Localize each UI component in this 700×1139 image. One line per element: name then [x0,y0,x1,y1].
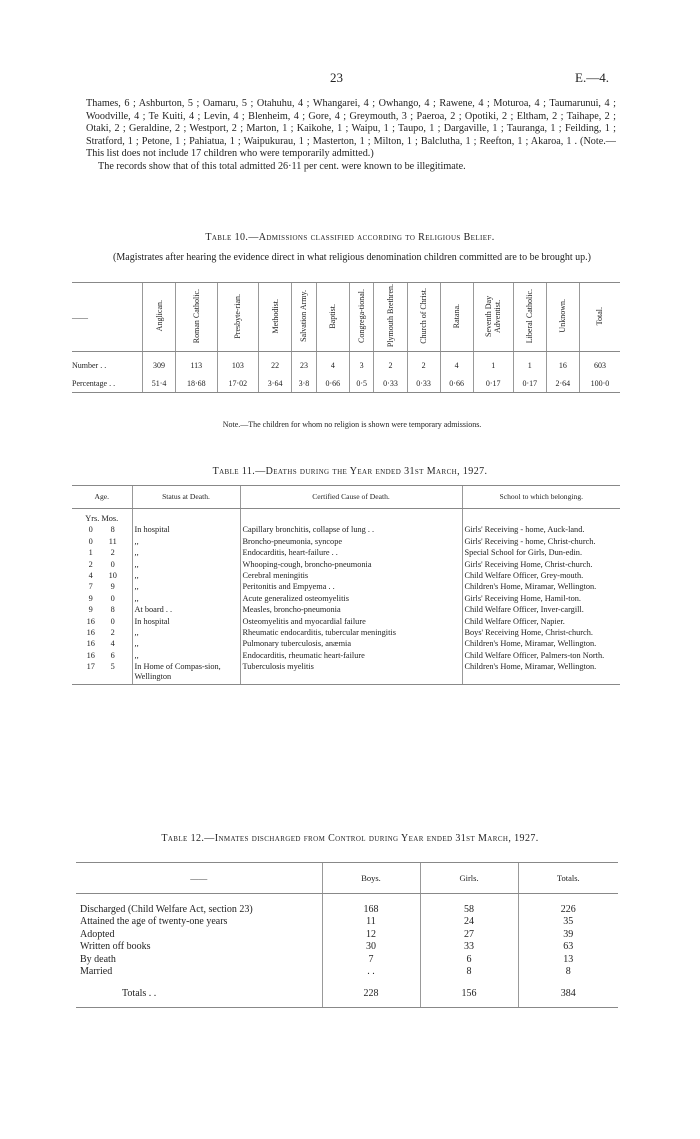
table10-cell: 3·8 [292,370,317,393]
table12-totals: 8 [518,966,618,978]
table11-school: Child Welfare Officer, Palmers-ton North. [462,650,620,661]
table11-age [72,638,132,649]
table11-row [72,638,620,649]
table11-months: 8 [110,525,115,535]
table11-cause: Tuberculosis myelitis [240,661,462,684]
table11-months: 2 [110,548,115,558]
table12-girls: 33 [420,941,518,953]
table12-boys: . . [322,966,420,978]
table12-discharged [76,862,618,1008]
table11-status: ,, [132,627,240,638]
table10-column-label: Total. [595,306,605,326]
table10-column-header [217,283,259,352]
table12-total-totals: 384 [518,978,618,1007]
table10-cell: 1 [473,352,513,371]
table11-age-units: Yrs. Mos. [85,514,119,523]
table10-religious-belief [72,282,620,393]
table12-row-label: Written off books [80,941,151,953]
page-number: 23 [330,70,343,85]
table11-school: Children's Home, Miramar, Wellington. [462,638,620,649]
table10-cell: 16 [546,352,579,371]
table12-row [76,954,618,966]
table12-boys: 30 [322,941,420,953]
table12-row [76,929,618,941]
table11-school: Girls' Receiving Home, Hamil-ton. [462,593,620,604]
table10-cell: 0·33 [407,370,440,393]
table11-months: 9 [110,582,115,592]
table10-cell: 4 [316,352,349,371]
table11-status: ,, [132,638,240,649]
table10-cell: 0·17 [473,370,513,393]
table11-row [72,559,620,570]
table10-column-header [473,283,513,352]
table10-column-label: Roman Catholic. [191,288,201,344]
table11-row [72,604,620,615]
table10-column-header [440,283,473,352]
table11-months: 4 [110,639,115,649]
table11-age [72,593,132,604]
table11-years: 1 [88,548,93,558]
table12-totals: 13 [518,954,618,966]
table10-cell: 17·02 [217,370,259,393]
table12-totals: 39 [518,929,618,941]
table12-header-boys: Boys. [322,863,420,894]
table11-school: Child Welfare Officer, Inver-cargill. [462,604,620,615]
table11-status: ,, [132,559,240,570]
table11-months: 0 [110,559,115,569]
table11-years: 17 [86,662,95,672]
table11-school: Girls' Receiving - home, Auck-land. [462,524,620,535]
table12-row [76,916,618,928]
table12-girls: 6 [420,954,518,966]
table11-cause: Whooping-cough, broncho-pneumonia [240,559,462,570]
table10-row-number [72,352,620,371]
table11-header-status: Status at Death. [132,486,240,509]
table10-column-header [407,283,440,352]
table11-cause: Endocarditis, heart-failure . . [240,547,462,558]
table11-age [72,627,132,638]
table10-cell: 4 [440,352,473,371]
table11-cause: Peritonitis and Empyema . . [240,581,462,592]
table11-age [72,650,132,661]
table11-row [72,536,620,547]
table11-row [72,616,620,627]
table10-blank-header: —— [72,283,143,352]
table10-cell: 100·0 [579,370,620,393]
table12-totals: 63 [518,941,618,953]
table10-row-label: Number . . [72,361,107,370]
table11-years: 4 [88,571,93,581]
table12-total-label: Totals . . [76,978,322,1007]
table10-column-label: Baptist. [328,303,338,329]
table12-totals: 226 [518,904,618,916]
table11-months: 8 [110,605,115,615]
table11-years: 9 [88,593,93,603]
table11-cause: Cerebral meningitis [240,570,462,581]
table12-boys: 12 [322,929,420,941]
table10-column-label: Methodist. [270,298,280,334]
table11-cause: Osteomyelitis and myocardial failure [240,616,462,627]
table12-row-label: By death [80,953,116,965]
table11-school: Child Welfare Officer, Napier. [462,616,620,627]
table10-cell: 309 [143,352,176,371]
table11-status: In hospital [132,524,240,535]
table11-age [72,570,132,581]
table12-boys: 168 [322,904,420,916]
table11-months: 2 [110,628,115,638]
table11-row [72,593,620,604]
table11-age [72,536,132,547]
table10-cell: 3 [349,352,374,371]
table11-age [72,604,132,615]
table10-cell: 0·66 [440,370,473,393]
table11-cause: Endocarditis, rheumatic heart-failure [240,650,462,661]
table11-age [72,559,132,570]
table12-row-label: Attained the age of twenty-one years [80,916,228,928]
locality-list: Thames, 6 ; Ashburton, 5 ; Oamaru, 5 ; Otahuhu, 4 ; Whangarei, 4 ; Owhango, 4 ; Rawene, 4 ; Moturoa, 4 ; Taumarunui, 4 ; Woodville, 4 ; Te Kuiti, 4 ; Levin, 4 ; Blenheim, 4 ; Gore, 4 ; Greymouth, 3 ; Paeroa, 2 ; Opotiki, 2 ; Eltham, 2 ; Taihape, 2 ; Otaki, 2 ; Geraldine, 2 ; Westport, 2 ; Marton, 1 ; Kaikohe, 1 ; Waipu, 1 ; Taupo, 1 ; Dargaville, 1 ; Tauranga, 1 ; Feilding, 1 ; Stratford, 1 ; Petone, 1 ; Pahiatua, 1 ; Waipukurau, 1 ; Masterton, 1 ; Milton, 1 ; Balclutha, 1 ; Reefton, 1 ; Akaroa, 1 . (Note.—This list does not include 17 children who were temporarily admitted.) [86,98,616,160]
table12-caption: Table 12.—Inmates discharged from Control during Year ended 31st March, 1927. [161,833,539,844]
table12-row [76,941,618,953]
table10-cell: 3·64 [259,370,292,393]
table11-status: In hospital [132,616,240,627]
table10-cell: 0·17 [513,370,546,393]
intro-text [86,98,616,174]
table11-row [72,650,620,661]
table11-years: 7 [88,582,93,592]
table11-years: 16 [86,650,95,660]
table11-years: 0 [88,536,93,546]
table12-row [76,966,618,978]
table10-note: Note.—The children for whom no religion is shown were temporary admissions. [222,420,482,429]
table11-status: ,, [132,650,240,661]
table11-status: ,, [132,593,240,604]
table10-cell: 23 [292,352,317,371]
table10-row-label: Percentage . . [72,370,143,393]
table12-row [76,904,618,916]
table10-cell: 103 [217,352,259,371]
table10-column-label: Anglican. [154,300,164,332]
table11-row [72,570,620,581]
table11-row [72,627,620,638]
table10-column-header [349,283,374,352]
table11-age [72,616,132,627]
table10-column-header [176,283,218,352]
table12-row-label: Married [80,966,113,978]
table10-column-header [292,283,317,352]
table12-header-totals: Totals. [518,863,618,894]
table10-column-label: Ratana. [452,303,462,329]
table10-cell: 22 [259,352,292,371]
table12-total-girls: 156 [420,978,518,1007]
table10-cell: 2·64 [546,370,579,393]
table11-cause: Acute generalized osteomyelitis [240,593,462,604]
table11-months: 6 [110,650,115,660]
table10-cell: 1 [513,352,546,371]
table12-girls: 27 [420,929,518,941]
table11-years: 0 [88,525,93,535]
table12-girls: 58 [420,904,518,916]
table10-column-header [374,283,407,352]
table11-years: 16 [86,628,95,638]
table11-header-school: School to which belonging. [462,486,620,509]
table10-column-label: Liberal Catholic. [525,288,535,344]
table10-cell: 2 [374,352,407,371]
table11-school: Girls' Receiving - home, Christ-church. [462,536,620,547]
table11-row [72,661,620,684]
table10-column-label: Congrega-tional. [357,289,367,343]
table10-cell: 0·66 [316,370,349,393]
table10-cell: 0·33 [374,370,407,393]
table10-column-label: Seventh Day Adventist. [484,295,503,337]
table10-cell: 51·4 [143,370,176,393]
table10-column-header [316,283,349,352]
table10-column-label: Church of Christ. [419,288,429,344]
table11-age [72,581,132,592]
table11-age [72,547,132,558]
table12-boys: 7 [322,954,420,966]
table11-years: 16 [86,616,95,626]
table10-column-label: Unknown. [558,299,568,333]
table11-row [72,547,620,558]
table10-column-label: Plymouth Brethren. [386,284,395,348]
table10-cell: 113 [176,352,218,371]
table11-status: ,, [132,581,240,592]
table11-status: ,, [132,536,240,547]
table11-months: 11 [108,536,117,546]
table11-months: 0 [110,593,115,603]
table11-status: ,, [132,547,240,558]
table11-school: Girls' Receiving Home, Christ-church. [462,559,620,570]
table12-row-label: Discharged (Child Welfare Act, section 23) [80,904,253,915]
table11-cause: Pulmonary tuberculosis, anæmia [240,638,462,649]
document-code: E.—4. [575,70,609,85]
table11-caption: Table 11.—Deaths during the Year ended 31st March, 1927. [212,466,488,477]
table11-header-cause: Certified Cause of Death. [240,486,462,509]
table11-cause: Rheumatic endocarditis, tubercular meningitis [240,627,462,638]
table12-totals: 35 [518,916,618,928]
table11-age [72,661,132,684]
table11-cause: Broncho-pneumonia, syncope [240,536,462,547]
table11-years: 2 [88,559,93,569]
table10-cell: 2 [407,352,440,371]
table12-row-label: Adopted [80,928,115,940]
table10-column-header [259,283,292,352]
table10-caption: Table 10.—Admissions classified according to Religious Belief. [205,232,495,243]
table11-status: In Home of Compas-sion, Wellington [132,661,240,684]
table10-subtitle: (Magistrates after hearing the evidence direct in what religious denomination children committed are to be brought up.) [113,252,591,263]
table11-row [72,524,620,535]
table10-column-header [513,283,546,352]
table11-header-age: Age. [72,486,132,509]
table11-school: Children's Home, Miramar, Wellington. [462,581,620,592]
table11-months: 5 [110,662,115,672]
table12-header-girls: Girls. [420,863,518,894]
table10-column-header [143,283,176,352]
table11-school: Boys' Receiving Home, Christ-church. [462,627,620,638]
table11-school: Child Welfare Officer, Grey-mouth. [462,570,620,581]
table12-total-boys: 228 [322,978,420,1007]
table10-column-label: Presbyte-rian. [233,293,243,339]
illegitimacy-note: The records show that of this total admitted 26·11 per cent. were known to be illegitimate. [98,160,466,172]
table11-cause: Capillary bronchitis, collapse of lung . . [240,524,462,535]
table11-deaths [72,485,620,685]
table11-years: 9 [88,605,93,615]
table11-age [72,524,132,535]
table11-months: 10 [108,571,117,581]
table11-school: Special School for Girls, Dun-edin. [462,547,620,558]
table11-status: ,, [132,570,240,581]
table12-girls: 24 [420,916,518,928]
table11-row [72,581,620,592]
table11-school: Children's Home, Miramar, Wellington. [462,661,620,684]
table10-cell: 0·5 [349,370,374,393]
table10-column-header [579,283,620,352]
table11-cause: Measles, broncho-pneumonia [240,604,462,615]
table10-column-label: Salvation Army. [299,290,309,342]
table12-girls: 8 [420,966,518,978]
table10-cell: 603 [579,352,620,371]
table12-blank-header: —— [76,863,322,894]
table10-column-header [546,283,579,352]
table11-years: 16 [86,639,95,649]
table11-status: At board . . [132,604,240,615]
table10-row-percentage [72,370,620,393]
table12-boys: 11 [322,916,420,928]
table12-total-row [76,978,618,1007]
table11-months: 0 [110,616,115,626]
table10-cell: 18·68 [176,370,218,393]
